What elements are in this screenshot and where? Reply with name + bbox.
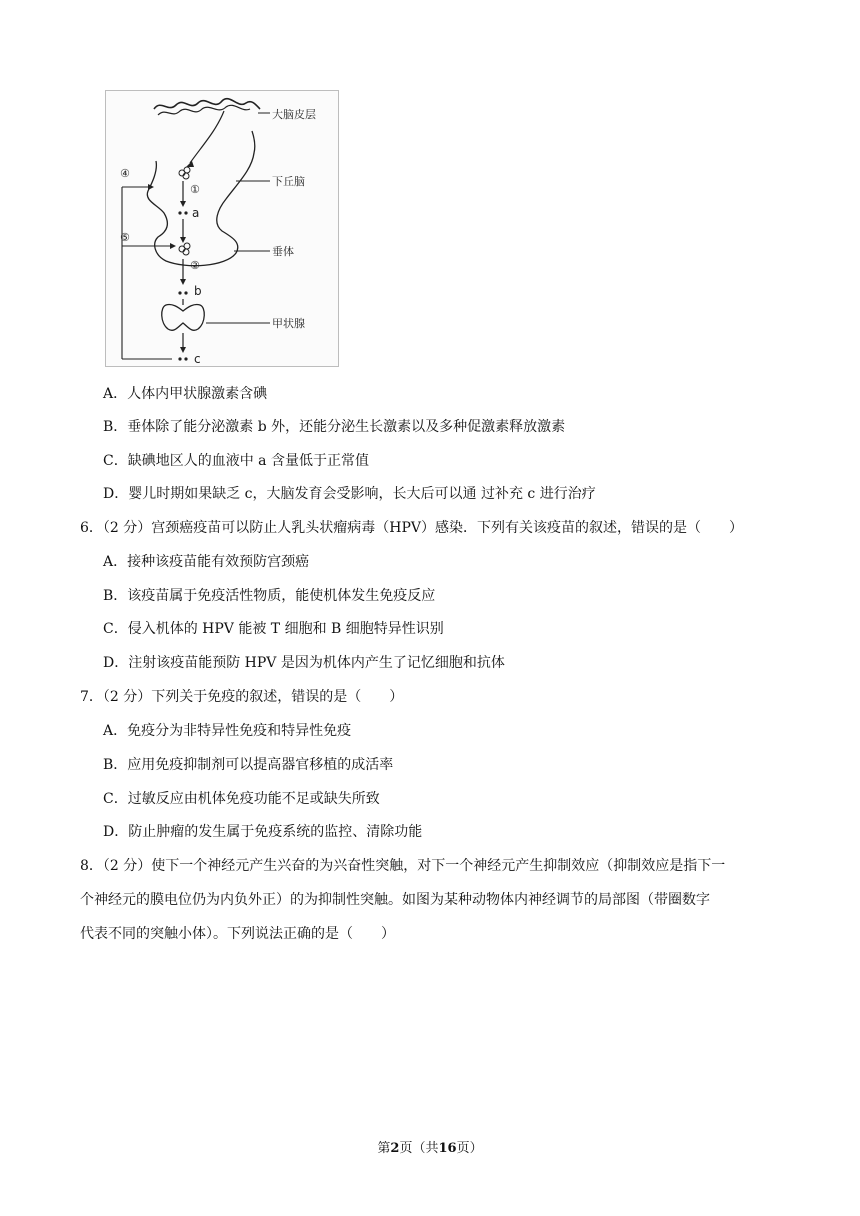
hormone-regulation-figure bbox=[105, 90, 339, 367]
arrow-1-head bbox=[180, 201, 186, 207]
q6-option-b: B．该疫苗属于免疫活性物质，能使机体发生免疫反应 bbox=[103, 588, 436, 604]
step1-label: ① bbox=[190, 183, 200, 196]
step4-label: ④ bbox=[120, 167, 130, 180]
pituitary-label: 垂体 bbox=[272, 245, 294, 258]
q8-stem-line-2: 个神经元的膜电位仍为内负外正）的为抑制性突触。如图为某种动物体内神经调节的局部图（带圈数字 bbox=[80, 892, 710, 908]
step5-label: ⑤ bbox=[120, 231, 130, 244]
q7-option-a: A．免疫分为非特异性免疫和特异性免疫 bbox=[103, 723, 352, 739]
hormone-a-dot bbox=[184, 211, 187, 214]
hormone-b-dot bbox=[184, 291, 187, 294]
feedback-5-head bbox=[170, 243, 176, 249]
q7-option-b: B．应用免疫抑制剂可以提高器官移植的成活率 bbox=[103, 757, 394, 773]
arrow-2-head bbox=[180, 279, 186, 285]
hypothalamus-cells bbox=[179, 167, 190, 179]
hormone-c-dot bbox=[184, 357, 187, 360]
footer-prefix: 第 bbox=[377, 1141, 391, 1156]
footer-suffix: 页） bbox=[456, 1141, 483, 1156]
cortex-label: 大脑皮层 bbox=[272, 108, 316, 121]
hormone-c-label: c bbox=[194, 352, 201, 366]
page-footer bbox=[0, 1140, 860, 1158]
hormone-c-dot bbox=[178, 357, 181, 360]
q5-option-d: D．婴儿时期如果缺乏 c，大脑发育会受影响，长大后可以通 过补充 c 进行治疗 bbox=[103, 486, 596, 502]
hormone-regulation-diagram bbox=[106, 91, 338, 366]
footer-total-pages: 16 bbox=[438, 1141, 457, 1156]
q8-stem-line-1: 8．（2 分）使下一个神经元产生兴奋的为兴奋性突触，对下一个神经元产生抑制效应（抑制效应是指下一 bbox=[80, 858, 726, 874]
hypothalamus-label: 下丘脑 bbox=[272, 175, 305, 188]
q7-stem: 7．（2 分）下列关于免疫的叙述，错误的是（ ） bbox=[80, 689, 404, 705]
hormone-b-dot bbox=[178, 291, 181, 294]
hormone-a-dot bbox=[178, 211, 181, 214]
pituitary-cells bbox=[179, 243, 190, 255]
q6-stem: 6．（2 分）宫颈癌疫苗可以防止人乳头状瘤病毒（HPV）感染．下列有关该疫苗的叙述，错误的是（ ） bbox=[80, 520, 744, 536]
hormone-a-label: a bbox=[192, 206, 200, 220]
q5-option-c: C．缺碘地区人的血液中 a 含量低于正常值 bbox=[103, 453, 369, 469]
q7-option-c: C．过敏反应由机体免疫功能不足或缺失所致 bbox=[103, 791, 380, 807]
q7-option-d: D．防止肿瘤的发生属于免疫系统的监控、清除功能 bbox=[103, 824, 423, 840]
thyroid-outline bbox=[162, 304, 205, 330]
hormone-b-label: b bbox=[194, 284, 202, 298]
q5-option-b: B．垂体除了能分泌激素 b 外，还能分泌生长激素以及多种促激素释放激素 bbox=[103, 419, 566, 435]
q6-option-c: C．侵入机体的 HPV 能被 T 细胞和 B 细胞特异性识别 bbox=[103, 621, 444, 637]
q8-stem-line-3: 代表不同的突触小体）。下列说法正确的是（ ） bbox=[80, 926, 395, 942]
q6-option-a: A．接种该疫苗能有效预防宫颈癌 bbox=[103, 554, 310, 570]
cortex-arrowhead bbox=[186, 161, 194, 167]
q5-option-a: A．人体内甲状腺激素含碘 bbox=[103, 386, 268, 402]
footer-middle: 页（共 bbox=[399, 1141, 439, 1156]
footer-page-number: 2 bbox=[390, 1141, 400, 1156]
thyroid-label: 甲状腺 bbox=[272, 317, 305, 330]
cortex-neuron bbox=[190, 111, 224, 163]
q6-option-d: D．注射该疫苗能预防 HPV 是因为机体内产生了记忆细胞和抗体 bbox=[103, 655, 505, 671]
arrow-thyroid-head bbox=[180, 347, 186, 353]
arrow-a-head bbox=[180, 237, 186, 243]
step2-label: ② bbox=[190, 259, 200, 272]
